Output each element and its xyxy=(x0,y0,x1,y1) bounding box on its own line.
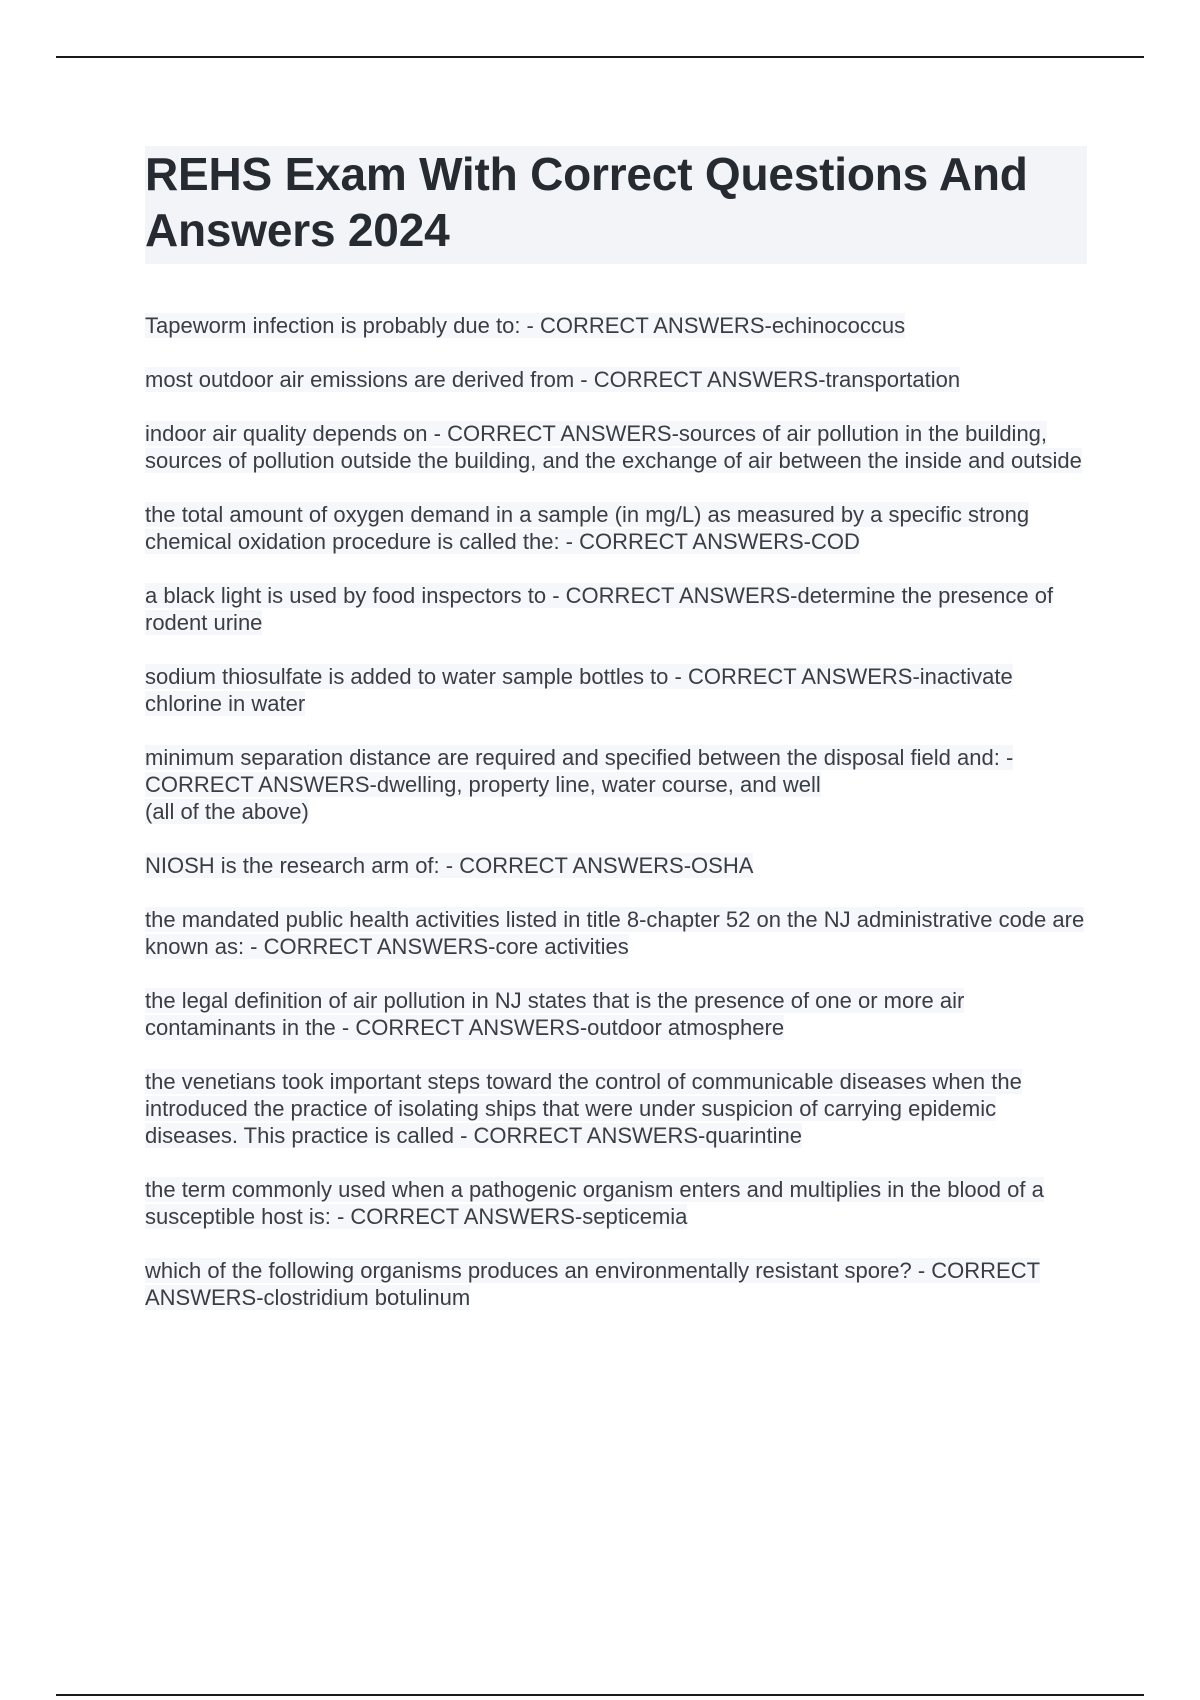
qa-item xyxy=(145,582,1095,636)
qa-text: the total amount of oxygen demand in a sample (in mg/L) as measured by a specific strong chemical oxidation procedure is called the: - CORRECT ANSWERS-COD xyxy=(145,502,1030,554)
qa-text: sodium thiosulfate is added to water sample bottles to - CORRECT ANSWERS-inactivate chlorine in water xyxy=(145,664,1013,716)
qa-item xyxy=(145,906,1095,960)
qa-item xyxy=(145,1176,1095,1230)
qa-item xyxy=(145,1068,1095,1149)
qa-text: most outdoor air emissions are derived from - CORRECT ANSWERS-transportation xyxy=(145,367,961,392)
qa-text: the term commonly used when a pathogenic organism enters and multiplies in the blood of a susceptible host is: - CORRECT ANSWERS-septicemia xyxy=(145,1177,1044,1229)
page-title: REHS Exam With Correct Questions And Answers 2024 xyxy=(145,146,1087,264)
qa-text: a black light is used by food inspectors to - CORRECT ANSWERS-determine the presence of rodent urine xyxy=(145,583,1054,635)
qa-item xyxy=(145,312,1095,339)
qa-item xyxy=(145,663,1095,717)
qa-item xyxy=(145,744,1095,825)
qa-text: the legal definition of air pollution in NJ states that is the presence of one or more air contaminants in the - CORRECT ANSWERS-outdoor atmosphere xyxy=(145,988,965,1040)
qa-item xyxy=(145,1257,1095,1311)
qa-item xyxy=(145,501,1095,555)
footer-rule xyxy=(56,1694,1144,1696)
qa-list xyxy=(145,312,1095,1338)
qa-item xyxy=(145,420,1095,474)
header-rule xyxy=(56,56,1144,58)
qa-text: indoor air quality depends on - CORRECT ANSWERS-sources of air pollution in the building, sources of pollution outside the building, and the exchange of air between the inside and outside xyxy=(145,421,1082,473)
qa-item xyxy=(145,852,1095,879)
qa-item xyxy=(145,366,1095,393)
qa-text: the venetians took important steps toward the control of communicable diseases when the introduced the practice of isolating ships that were under suspicion of carrying epidemic diseases. This practice is called - CORRECT ANSWERS-quarintine xyxy=(145,1069,1022,1148)
qa-text: Tapeworm infection is probably due to: - CORRECT ANSWERS-echinococcus xyxy=(145,313,906,338)
qa-text: minimum separation distance are required and specified between the disposal field and: - CORRECT ANSWERS-dwelling, property line, water course, and well (all of the above) xyxy=(145,745,1014,824)
qa-text: the mandated public health activities listed in title 8-chapter 52 on the NJ administrative code are known as: - CORRECT ANSWERS-core activities xyxy=(145,907,1085,959)
qa-text: NIOSH is the research arm of: - CORRECT ANSWERS-OSHA xyxy=(145,853,754,878)
qa-text: which of the following organisms produces an environmentally resistant spore? - CORRECT ANSWERS-clostridium botulinum xyxy=(145,1258,1041,1310)
qa-item xyxy=(145,987,1095,1041)
